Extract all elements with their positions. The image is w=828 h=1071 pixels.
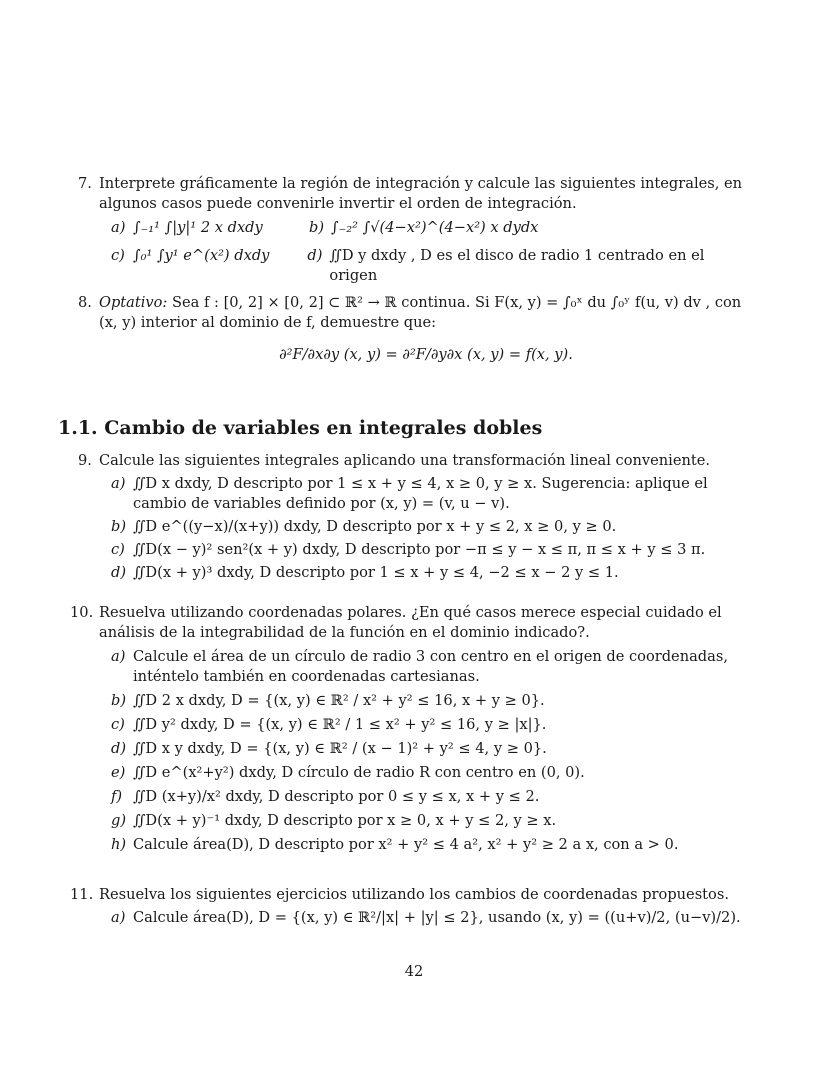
exercise-number: 7. [78, 175, 92, 192]
item-10g: g) ∬D(x + y)⁻¹ dxdy, D descripto por x ≥ 0, x + y ≤ 2, y ≥ x. [111, 812, 557, 829]
item-10h: h) Calcule área(D), D descripto por x² + y² ≤ 4 a², x² + y² ≥ 2 a x, con a > 0. [111, 836, 679, 853]
item-7d: d) ∬D y dxdy , D es el disco de radio 1 centrado en el origen [307, 247, 705, 284]
item-10b: b) ∬D 2 x dxdy, D = {(x, y) ∈ ℝ² / x² + y² ≤ 16, x + y ≥ 0}. [111, 692, 545, 709]
item-7c: c) ∫₀¹ ∫y¹ e^(x²) dxdy [111, 247, 270, 264]
item-10f: f) ∬D (x+y)/x² dxdy, D descripto por 0 ≤ y ≤ x, x + y ≤ 2. [111, 788, 540, 805]
item-10e: e) ∬D e^(x²+y²) dxdy, D círculo de radio R con centro en (0, 0). [111, 764, 585, 781]
exercise-7 [78, 174, 753, 286]
item-11a: a) Calcule área(D), D = {(x, y) ∈ ℝ²/|x| + |y| ≤ 2}, usando (x, y) = ((u+v)/2, (u−v)/2). [111, 909, 741, 926]
exercise-number: 10. [70, 604, 94, 621]
exercise-number: 11. [70, 886, 94, 903]
exercise-11 [70, 885, 753, 928]
item-10c: c) ∬D y² dxdy, D = {(x, y) ∈ ℝ² / 1 ≤ x² + y² ≤ 16, y ≥ |x|}. [111, 716, 547, 733]
item-10d: d) ∬D x y dxdy, D = {(x, y) ∈ ℝ² / (x − 1)² + y² ≤ 4, y ≥ 0}. [111, 740, 547, 757]
exercise-8 [78, 293, 753, 375]
item-7b: b) ∫₋₂² ∫√(4−x²)^(4−x²) x dydx [309, 219, 539, 236]
exercise-text: Optativo: Sea f : [0, 2] × [0, 2] ⊂ ℝ² → ℝ continua. Si F(x, y) = ∫₀ˣ du ∫₀ʸ f(u, v) dv , con (x, y) interior al dominio de f, demuestre que: [99, 294, 742, 331]
exercise-number: 9. [78, 452, 92, 469]
item-9c: c) ∬D(x − y)² sen²(x + y) dxdy, D descripto por −π ≤ y − x ≤ π, π ≤ x + y ≤ 3 π. [111, 541, 706, 558]
item-7a: a) ∫₋₁¹ ∫|y|¹ 2 x dxdy [111, 219, 263, 236]
exercise-text: Resuelva los siguientes ejercicios utilizando los cambios de coordenadas propuestos. [99, 886, 729, 903]
exercise-text: Resuelva utilizando coordenadas polares. ¿En qué casos merece especial cuidado el análisis de la integrabilidad de la función en el dominio indicado?. [99, 604, 722, 641]
exercise-text: Calcule las siguientes integrales aplicando una transformación lineal conveniente. [99, 452, 711, 469]
equation: ∂²F/∂x∂y (x, y) = ∂²F/∂y∂x (x, y) = f(x, y). [279, 346, 573, 363]
section-title: 1.1. Cambio de variables en integrales dobles [58, 417, 543, 439]
item-10a: a) Calcule el área de un círculo de radio 3 con centro en el origen de coordenadas, inténtelo también en coordenadas cartesianas. [111, 648, 728, 685]
optional-label: Optativo: [99, 294, 168, 311]
exercise-number: 8. [78, 294, 92, 311]
item-9d: d) ∬D(x + y)³ dxdy, D descripto por 1 ≤ x + y ≤ 4, −2 ≤ x − 2 y ≤ 1. [111, 564, 619, 581]
exercise-text: Interprete gráficamente la región de integración y calcule las siguientes integrales, en algunos casos puede convenirle invertir el orden de integración. [99, 175, 743, 212]
item-9b: b) ∬D e^((y−x)/(x+y)) dxdy, D descripto por x + y ≤ 2, x ≥ 0, y ≥ 0. [111, 518, 617, 535]
exercise-9 [78, 451, 753, 583]
item-9a: a) ∬D x dxdy, D descripto por 1 ≤ x + y ≤ 4, x ≥ 0, y ≥ x. Sugerencia: aplique el cambio de variables definido por (x, y) = (v, u − v). [111, 475, 708, 512]
page-number: 42 [404, 963, 424, 980]
exercise-10 [70, 603, 753, 855]
